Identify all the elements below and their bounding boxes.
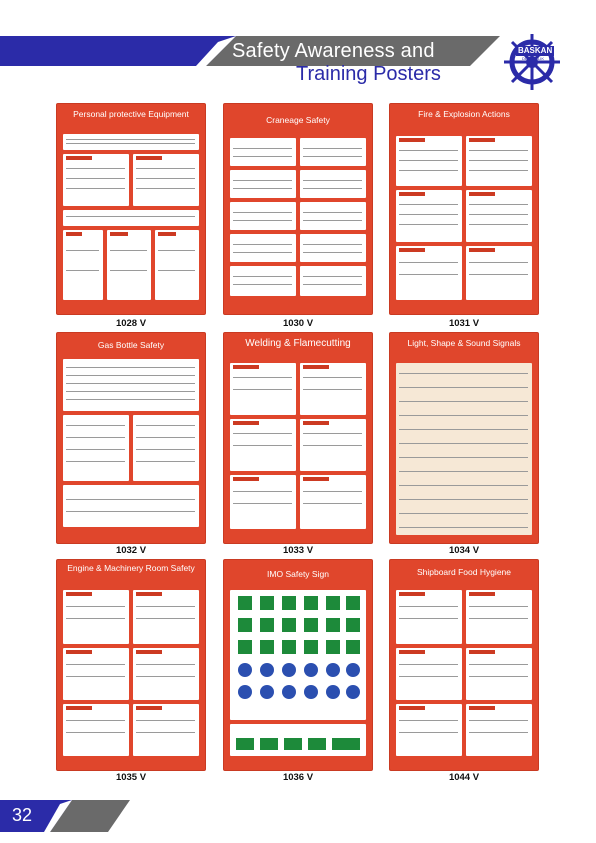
poster-panel [63,648,129,700]
poster-title: Personal protective Equipment [73,109,189,119]
poster-panel [300,363,366,415]
poster-code: 1036 V [282,772,314,783]
poster-panel [230,724,366,756]
poster-signals-table [396,363,532,535]
poster-code: 1034 V [448,545,480,556]
poster-panel [230,138,296,166]
poster-panel [300,266,366,296]
poster-panel [300,202,366,230]
page-number: 32 [12,805,33,825]
poster-title: Gas Bottle Safety [97,340,165,350]
poster-fire [390,104,538,314]
poster-panel [396,648,462,700]
poster-signals [390,333,538,543]
poster-panel [133,704,199,756]
poster-title: Engine & Machinery Room Safety [67,563,195,573]
poster-panel [300,234,366,262]
poster-title: Shipboard Food Hygiene [416,567,512,577]
poster-panel [63,415,129,481]
poster-code: 1031 V [448,318,480,329]
poster-title: IMO Safety Sign [267,569,329,579]
poster-panel [230,234,296,262]
poster-panel [230,266,296,296]
poster-panel [133,648,199,700]
poster-panel [63,210,199,226]
poster-panel [230,590,366,720]
poster-code: 1044 V [448,772,480,783]
poster-title: Fire & Explosion Actions [418,109,510,119]
poster-panel [230,419,296,471]
poster-imo-signs [224,560,372,770]
poster-panel [133,590,199,644]
poster-panel [107,230,151,300]
poster-panel [396,704,462,756]
poster-panel [396,190,462,242]
page-title-line2: Training Posters [296,63,441,85]
safety-sign-strip [230,724,366,756]
poster-panel [63,590,129,644]
poster-panel [63,230,103,300]
poster-panel [63,359,199,411]
poster-engine-room [57,560,205,770]
poster-panel [300,419,366,471]
poster-panel [396,246,462,300]
page-title-line1: Safety Awareness and [232,40,435,62]
poster-title: Light, Shape & Sound Signals [407,338,521,348]
poster-code: 1035 V [115,772,147,783]
logo-text: BASKAN [518,46,553,55]
poster-title: Welding & Flamecutting [245,338,351,349]
poster-gas-bottle [57,333,205,543]
logo-subtext: DENİZCİLİK [522,56,545,61]
poster-panel [63,134,199,150]
poster-panel [230,475,296,529]
poster-panel [63,154,129,206]
poster-welding [224,333,372,543]
poster-craneage [224,104,372,314]
safety-sign-grid [230,590,366,720]
poster-panel [155,230,199,300]
poster-panel [466,246,532,300]
poster-panel [300,138,366,166]
poster-panel [466,190,532,242]
poster-panel [133,415,199,481]
poster-panel [230,202,296,230]
poster-panel [466,704,532,756]
poster-panel [230,363,296,415]
poster-food-hygiene [390,560,538,770]
poster-panel [466,590,532,644]
poster-panel [133,154,199,206]
ship-wheel-logo-icon [500,30,564,94]
poster-code: 1028 V [115,318,147,329]
poster-panel [300,475,366,529]
poster-code: 1033 V [282,545,314,556]
poster-panel [466,648,532,700]
poster-panel [396,590,462,644]
poster-ppe [57,104,205,314]
poster-code: 1032 V [115,545,147,556]
poster-panel [466,136,532,186]
poster-panel [63,485,199,527]
poster-code: 1030 V [282,318,314,329]
poster-panel [396,136,462,186]
poster-panel [230,170,296,198]
poster-panel [300,170,366,198]
poster-panel [63,704,129,756]
poster-title: Craneage Safety [266,115,330,125]
